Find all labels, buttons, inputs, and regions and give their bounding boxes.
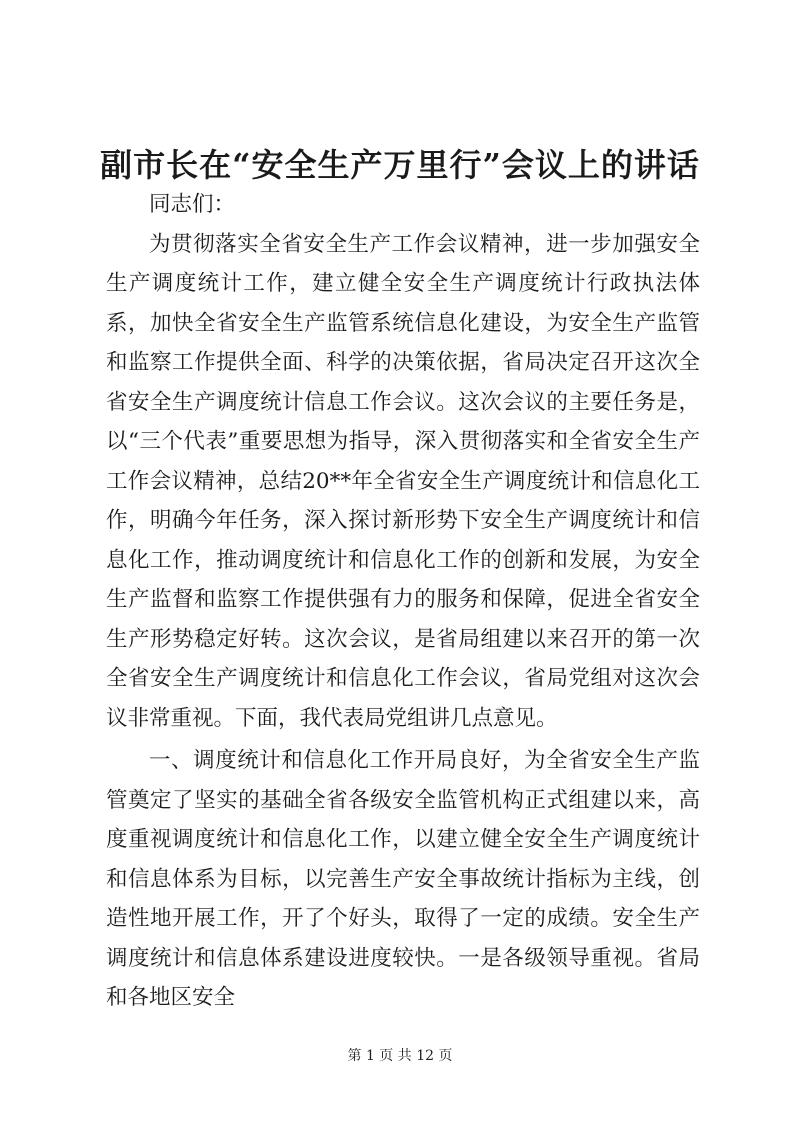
page-number-footer: 第 1 页 共 12 页 [347,1048,453,1064]
paragraph-intro: 为贯彻落实全省安全生产工作会议精神，进一步加强安全生产调度统计工作，建立健全安全生产调度统计行政执法体系，加快全省安全生产监管系统信息化建设，为安全生产监管和监察工作提供全面、科学的决策依据，省局决定召开这次全省安全生产调度统计信息工作会议。这次会议的主要任务是，以“三个代表”重要思想为指导，深入贯彻落实和全省安全生产工作会议精神，总结20**年全省安全生产调度统计和信息化工作，明确今年任务，深入探讨新形势下安全生产调度统计和信息化工作，推动调度统计和信息化工作的创新和发展，为安全生产监督和监察工作提供强有力的服务和保障，促进全省安全生产形势稳定好转。这次会议，是省局组建以来召开的第一次全省安全生产调度统计和信息化工作会议，省局党组对这次会议非常重视。下面，我代表局党组讲几点意见。 [106,231,700,731]
document-title: 副市长在“安全生产万里行”会议上的讲话 [100,146,700,184]
document-body [106,185,700,1018]
salutation: 同志们： [149,192,236,217]
paragraph-section-one: 一、调度统计和信息化工作开局良好，为全省安全生产监管奠定了坚实的基础全省各级安全监管机构正式组建以来，高度重视调度统计和信息化工作，以建立健全安全生产调度统计和信息体系为目标，以完善生产安全事故统计指标为主线，创造性地开展工作，开了个好头，取得了一定的成绩。安全生产调度统计和信息体系建设进度较快。一是各级领导重视。省局和各地区安全 [106,748,700,1010]
